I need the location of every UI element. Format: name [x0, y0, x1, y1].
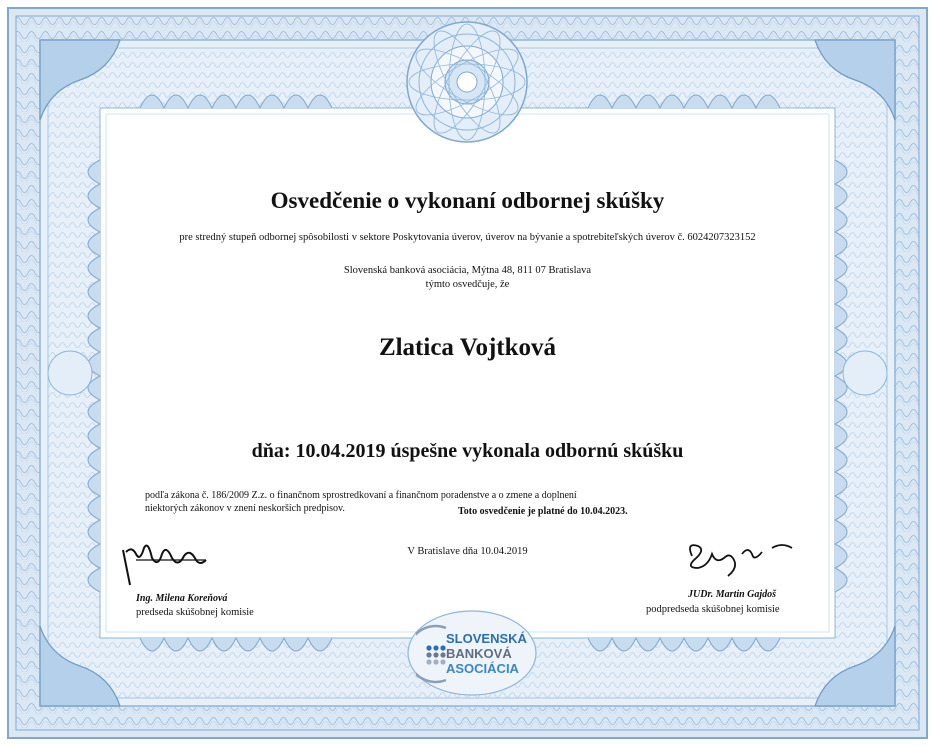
logo-text-line-1: SLOVENSKÁ	[446, 631, 527, 646]
certificate-title: Osvedčenie o vykonaní odbornej skúšky	[270, 188, 665, 213]
signature-right	[682, 536, 802, 586]
place-date: V Bratislave dňa 10.04.2019	[407, 546, 528, 557]
holder-name: Zlatica Vojtková	[378, 334, 557, 361]
signature-left	[118, 540, 218, 590]
logo-text-line-3: ASOCIÁCIA	[446, 661, 519, 676]
issuer-line: Slovenská banková asociácia, Mýtna 48, 811 07 Bratislava	[343, 265, 592, 276]
exam-result: dňa: 10.04.2019 úspešne vykonala odbornú skúšku	[251, 440, 684, 462]
signature-right-role: podpredseda skúšobnej komisie	[646, 604, 780, 615]
law-reference-line-1: podľa zákona č. 186/2009 Z.z. o finančnom sprostredkovaní a finančnom poradenstve a o zmene a doplnení	[145, 490, 577, 501]
logo-text-line-2: BANKOVÁ	[446, 646, 512, 661]
signature-left-name: Ing. Milena Koreňová	[136, 593, 228, 604]
signature-left-role: predseda skúšobnej komisie	[136, 607, 254, 618]
certificate-subtitle: pre stredný stupeň odbornej spôsobilosti v sektore Poskytovania úverov, úverov na bývanie a spotrebiteľských úverov č. 6024207323152	[179, 232, 756, 243]
sba-logo	[416, 622, 528, 684]
law-reference-line-2: niektorých zákonov v znení neskorších predpisov.	[145, 503, 345, 514]
validity-note: Toto osvedčenie je platné do 10.04.2023.	[458, 506, 628, 517]
signature-right-name: JUDr. Martin Gajdoš	[688, 589, 777, 600]
rosette-ornament	[407, 22, 527, 142]
certifies-line: týmto osvedčuje, že	[425, 279, 510, 290]
